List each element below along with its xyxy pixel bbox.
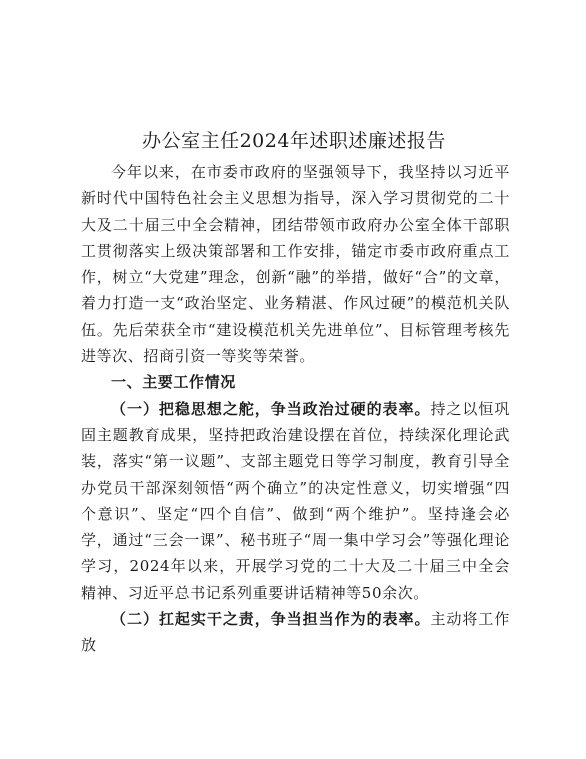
subsection-paragraph-1 xyxy=(81,396,510,606)
document-body xyxy=(81,159,510,659)
paragraph-text: 主动将工作放 xyxy=(81,610,510,655)
section-heading-main-work: 一、主要工作情况 xyxy=(111,373,236,392)
paragraph-text: 持之以恒巩固主题教育成果，坚持把政治建设摆在首位，持续深化理论武装，落实“第一议题”、支部主题党日等学习制度，教育引导全办党员干部深刻领悟“两个确立”的决定性意义，切实增强“四个意识”、坚定“四个自信”、做到“两个维护”。坚持逢会必学，通过“三会一课”、秘书班子“周一集中学习会”等强化理论学习，2024年以来，开展学习党的二十大及二十届三中全会精神、习近平总书记系列重要讲话精神等50余次。 xyxy=(81,399,510,602)
paragraph-text: 今年以来，在市委市政府的坚强领导下，我坚持以习近平新时代中国特色社会主义思想为指导，深入学习贯彻党的二十大及二十届三中全会精神，团结带领市政府办公室全体干部职工贯彻落实上级决策部署和工作安排，锚定市委市政府重点工作，树立“大党建”理念，创新“融”的举措，做好“合”的文章，着力打造一支“政治坚定、业务精湛、作风过硬”的模范机关队伍。先后荣获全市“建设模范机关先进单位”、目标管理考核先进等次、招商引资一等奖等荣誉。 xyxy=(81,163,510,366)
subsection-heading-2: （二）扛起实干之责，争当担当作为的表率。 xyxy=(111,610,431,629)
subsection-paragraph-2 xyxy=(81,606,510,659)
subsection-heading-1: （一）把稳思想之舵，争当政治过硬的表率。 xyxy=(111,399,431,418)
document-title: 办公室主任2024年述职述廉述报告 xyxy=(142,130,446,152)
intro-paragraph xyxy=(81,159,510,369)
